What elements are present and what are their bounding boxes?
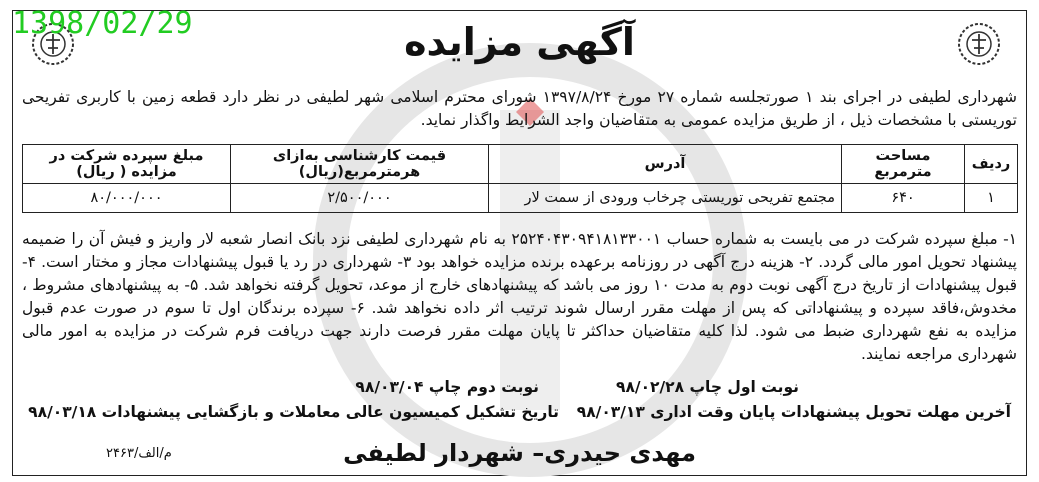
terms-paragraph: ۱- مبلغ سپرده شرکت در می بایست به شماره حساب ۲۵۲۴۰۴۳۰۹۴۱۸۱۳۳۰۰۱ به نام شهرداری لطیفی نزد بانک انصار شعبه لار واریز و فیش آن را ضمیمه پیشنهاد تحویل امور مالی گردد. ۲- هزینه درج آگهی در روزنامه برعهده برنده مزایده خواهد بود ۳- شهرداری در رد یا قبول پیشنهادات مجاز و مختار است. ۴- قبول پیشنهادات از تاریخ درج آگهی نوبت دوم به مدت ۱۰ روز می باشد که پیشنهادهای خارج از موعد، تحویل گرفته نخواهد شد. ۵- به پیشنهادهای مشروط ، مخدوش،فاقد سپرده و پیشنهاداتی که پس از مهلت مقرر ارسال شوند ترتیب اثر داده نخواهد شد. ۶- سپرده برندگان اول تا سوم در صورت عدم قبول مزایده به نفع شهرداری ضبط می شود. لذا کلیه متقاضیان حداکثر تا پایان مهلت مقرر فرصت دارند جهت دریافت فرم شرکت در مزایده به امور مالی شهرداری مراجعه نمایند. — [22, 230, 1017, 363]
cell-address: مجتمع تفریحی توریستی چرخاب ورودی از سمت لار — [489, 184, 842, 213]
first-print-date: نوبت اول چاپ ۹۸/۰۲/۲۸ — [615, 378, 799, 396]
col-area: مساحت مترمربع — [842, 145, 965, 184]
cell-area: ۶۴۰ — [842, 184, 965, 213]
notice-title: آگهی مزایده — [404, 20, 635, 64]
col-row: ردیف — [965, 145, 1018, 184]
table-row — [23, 184, 1018, 213]
col-address: آدرس — [489, 145, 842, 184]
cell-deposit: ۸۰/۰۰۰/۰۰۰ — [23, 184, 231, 213]
col-deposit: مبلغ سپرده شرکت در مزایده ( ریال) — [23, 145, 231, 184]
cell-price: ۲/۵۰۰/۰۰۰ — [231, 184, 489, 213]
auction-table — [22, 144, 1018, 213]
second-print-date: نوبت دوم چاپ ۹۸/۰۳/۰۴ — [355, 378, 539, 396]
stamp-date: 1398/02/29 — [12, 6, 193, 41]
col-price: قیمت کارشناسی به‌ازای هرمترمربع(ریال) — [231, 145, 489, 184]
commission-date: تاریخ تشکیل کمیسیون عالی معاملات و بازگشایی پیشنهادات ۹۸/۰۳/۱۸ — [28, 403, 559, 421]
reference-number: م/الف/۲۴۶۳ — [106, 446, 172, 461]
signature-line: مهدی حیدری– شهردار لطیفی — [343, 439, 696, 467]
cell-row: ۱ — [965, 184, 1018, 213]
intro-paragraph: شهرداری لطیفی در اجرای بند ۱ صورتجلسه شماره ۲۷ مورخ ۱۳۹۷/۸/۲۴ شورای محترم اسلامی شهر لطیفی در نظر دارد قطعه زمین با کاربری تفریحی توریستی با مشخصات ذیل ، از طریق مزایده عمومی به متقاضیان واجد الشرایط واگذار نماید. — [22, 88, 1018, 129]
deadline-date: آخرین مهلت تحویل پیشنهادات پایان وقت اداری ۹۸/۰۳/۱۳ — [576, 403, 1011, 421]
table-header-row — [23, 145, 1018, 184]
